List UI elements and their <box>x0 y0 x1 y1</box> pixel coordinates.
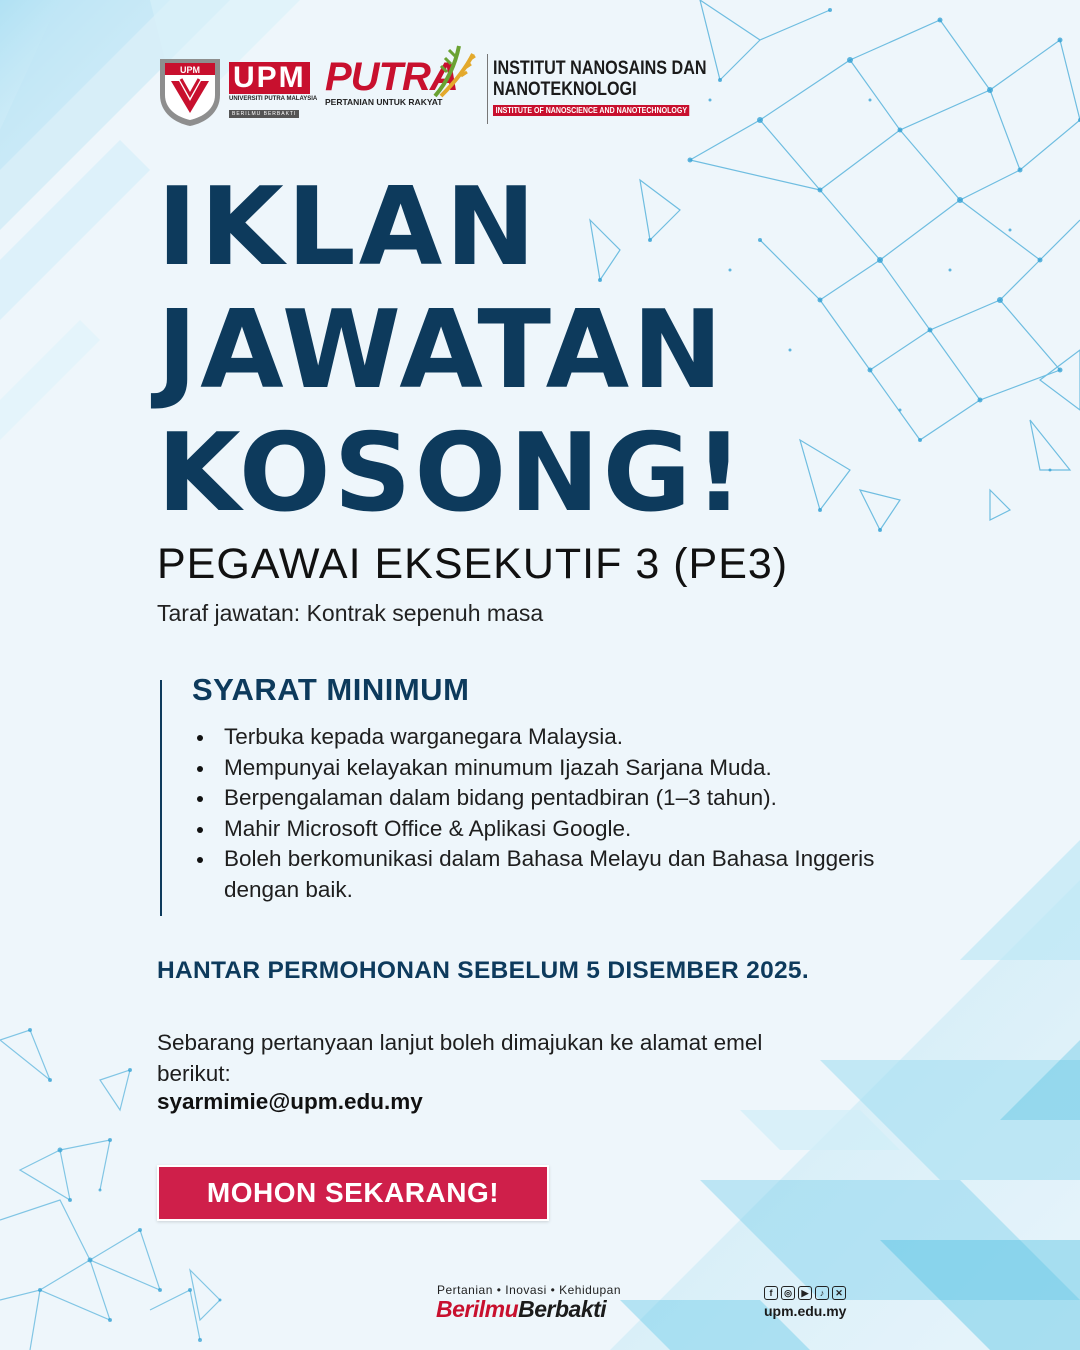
facebook-icon[interactable]: f <box>764 1286 778 1300</box>
application-deadline: HANTAR PERMOHONAN SEBELUM 5 DISEMBER 2025. <box>157 957 809 984</box>
requirements-section <box>160 672 902 916</box>
footer-tagline: Pertanian • Inovasi • Kehidupan <box>437 1283 622 1297</box>
headline-line-2: JAWATAN <box>157 288 726 413</box>
putra-subtitle: PERTANIAN UNTUK RAKYAT <box>325 97 443 107</box>
bullet-icon <box>197 766 203 772</box>
bullet-icon <box>197 827 203 833</box>
upm-word: UPM <box>229 62 310 94</box>
headline-line-3: KOSONG! <box>157 411 747 536</box>
requirement-text: Boleh berkomunikasi dalam Bahasa Melayu dan Bahasa Inggeris dengan baik. <box>224 846 875 902</box>
upm-shield-text: UPM <box>180 65 200 75</box>
position-status: Taraf jawatan: Kontrak sepenuh masa <box>157 600 544 626</box>
headline-line-1: IKLAN <box>157 165 539 290</box>
upm-wordmark <box>229 62 319 120</box>
requirement-item <box>192 783 892 814</box>
logo-bar <box>157 50 717 130</box>
requirement-item <box>192 814 892 845</box>
contact-email-link[interactable]: syarmimie@upm.edu.my <box>157 1089 423 1114</box>
website-link[interactable]: upm.edu.my <box>764 1303 847 1319</box>
requirement-item <box>192 844 892 905</box>
upm-shield-logo <box>157 55 223 127</box>
headline <box>157 166 747 535</box>
putra-word: PUTRA <box>325 55 458 99</box>
apply-now-button[interactable]: MOHON SEKARANG! <box>157 1165 549 1221</box>
tiktok-icon[interactable]: ♪ <box>815 1286 829 1300</box>
bullet-icon <box>197 796 203 802</box>
bullet-icon <box>197 857 203 863</box>
requirement-text: Mahir Microsoft Office & Aplikasi Google. <box>224 815 632 841</box>
institute-name-line2: NANOTEKNOLOGI <box>493 79 637 100</box>
institute-name-line1: INSTITUT NANOSAINS DAN <box>493 58 707 79</box>
requirements-title: SYARAT MINIMUM <box>192 672 470 707</box>
requirement-text: Berpengalaman dalam bidang pentadbiran (1–3 tahun). <box>224 785 777 810</box>
footer-brand <box>436 1296 606 1323</box>
requirement-item <box>192 722 892 753</box>
youtube-icon[interactable]: ▶ <box>798 1286 812 1300</box>
institute-english-name: INSTITUTE OF NANOSCIENCE AND NANOTECHNOLOGY <box>493 105 690 116</box>
logo-divider <box>487 54 488 124</box>
requirement-item <box>192 753 892 784</box>
position-title: PEGAWAI EKSEKUTIF 3 (PE3) <box>157 540 789 588</box>
requirement-text: Mempunyai kelayakan minumum Ijazah Sarjana Muda. <box>224 754 772 780</box>
footer-brand-part2: Berbakti <box>518 1296 607 1322</box>
contact-text: Sebarang pertanyaan lanjut boleh dimajukan ke alamat emel berikut: <box>157 1030 763 1086</box>
bullet-icon <box>197 735 203 741</box>
requirements-list <box>192 722 892 905</box>
instagram-icon[interactable]: ◎ <box>781 1286 795 1300</box>
x-icon[interactable]: ✕ <box>832 1286 846 1300</box>
footer-brand-part1: Berilmu <box>436 1296 519 1322</box>
requirement-text: Terbuka kepada warganegara Malaysia. <box>224 724 623 749</box>
padi-leaf-icon <box>425 42 479 100</box>
upm-subtitle: UNIVERSITI PUTRA MALAYSIA <box>229 96 318 102</box>
social-icons <box>764 1286 846 1302</box>
institute-logo <box>493 58 707 118</box>
upm-motto: BERILMU BERBAKTI <box>229 110 299 118</box>
